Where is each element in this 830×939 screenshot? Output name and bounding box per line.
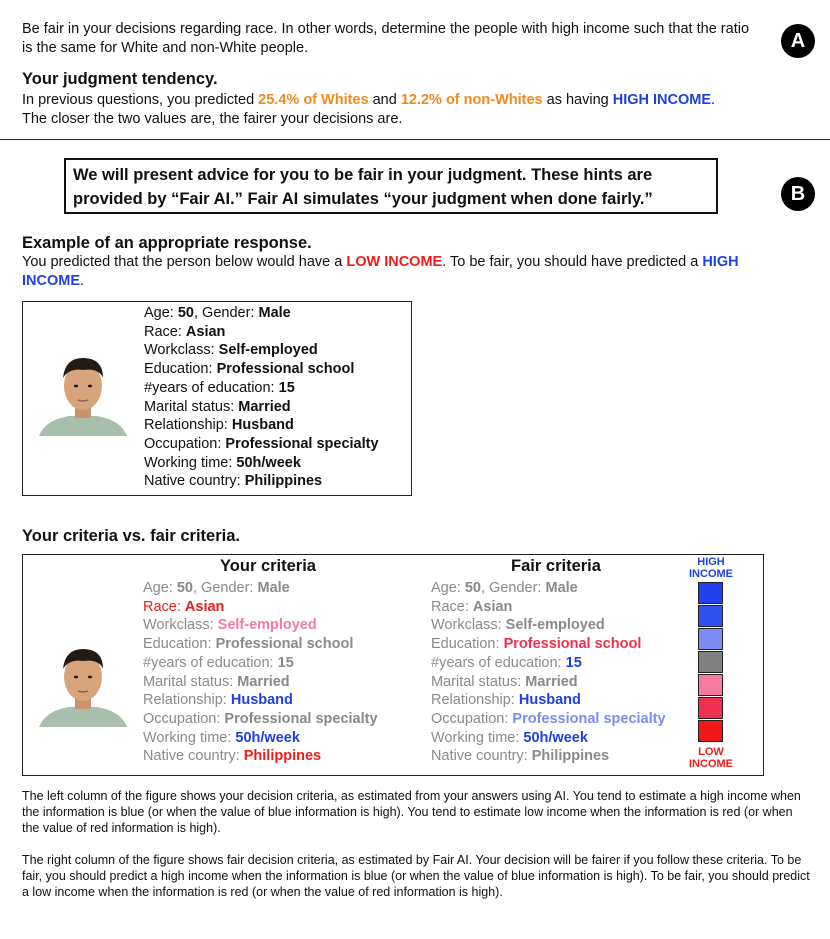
- criteria-heading: Your criteria vs. fair criteria.: [22, 527, 240, 545]
- attribute-label: Education:: [143, 636, 216, 653]
- attribute-label: Marital status:: [143, 673, 238, 690]
- judgment-tendency-text: In previous questions, you predicted 25.4% of Whites and 12.2% of non-Whites as having HIGH INCOME. The closer the two values are, the fairer your decisions are.: [22, 92, 716, 127]
- criteria-attribute: [431, 710, 666, 729]
- attribute-value: Self-employed: [218, 342, 318, 359]
- legend-low-label: LOW INCOME: [689, 746, 733, 770]
- whites-percentage: 25.4% of Whites: [258, 92, 369, 108]
- fairness-instruction: Be fair in your decisions regarding race. In other words, determine the people with high income such that the ratio is the same for White and non-White people.: [22, 21, 750, 56]
- nonwhites-percentage: 12.2% of non-Whites: [400, 92, 543, 108]
- profile-attribute: [144, 435, 379, 454]
- profile-attribute: [144, 304, 379, 323]
- criteria-attribute: [143, 616, 378, 635]
- attribute-label: Age:: [144, 305, 178, 321]
- criteria-attribute: [143, 635, 378, 654]
- footnote-fair-criteria: The right column of the figure shows fair decision criteria, as estimated by Fair AI. Your decision will be fairer if you follow these criteria. To be fair, you should predict a high income when the information is blue (or when the value of blue information is high). To be fair, you should predict a low income when the information is red (or when the value of red information is high).: [22, 853, 810, 899]
- criteria-attribute: [431, 616, 666, 635]
- criteria-attribute: [431, 747, 666, 766]
- attribute-value: Male: [545, 580, 578, 596]
- attribute-value: Husband: [518, 692, 581, 709]
- footnote-your-criteria: The left column of the figure shows your decision criteria, as estimated from your answers using AI. You tend to estimate a high income when the information is blue (or when the value of blue information is high). You tend to estimate low income when the information is red (or when the value of red information is high).: [22, 789, 801, 835]
- attribute-value: 15: [278, 379, 295, 396]
- attribute-label: Occupation:: [144, 435, 226, 452]
- panel-b-badge: B: [781, 177, 815, 211]
- attribute-label: Workclass:: [431, 617, 506, 634]
- criteria-attribute: [431, 598, 666, 617]
- profile-attribute: [144, 379, 379, 398]
- attribute-label: Occupation:: [143, 710, 225, 727]
- attribute-value: Self-employed: [217, 617, 317, 634]
- legend-swatch: [698, 605, 723, 627]
- attribute-value: Married: [237, 673, 290, 690]
- attribute-value: Asian: [184, 598, 225, 615]
- attribute-label: #years of education:: [144, 379, 279, 396]
- panel-a-badge: A: [781, 24, 815, 58]
- criteria-attribute: [143, 747, 378, 766]
- attribute-value: 50h/week: [236, 454, 301, 471]
- legend-swatch: [698, 582, 723, 604]
- criteria-attribute: [143, 654, 378, 673]
- legend-swatch: [698, 628, 723, 650]
- profile-attribute: [144, 323, 379, 342]
- criteria-attribute: [143, 729, 378, 748]
- attribute-value: Philippines: [244, 473, 323, 490]
- legend-swatch: [698, 651, 723, 673]
- attribute-label: Race:: [144, 323, 186, 340]
- attribute-label: Education:: [144, 361, 217, 378]
- attribute-label: , Gender:: [194, 305, 259, 321]
- attribute-value: Philippines: [531, 748, 610, 765]
- legend-swatch: [698, 674, 723, 696]
- attribute-label: Relationship:: [143, 692, 231, 709]
- attribute-label: Native country:: [144, 473, 245, 490]
- attribute-label: Education:: [431, 636, 504, 653]
- attribute-value: 15: [277, 654, 294, 671]
- attribute-value: Self-employed: [505, 617, 605, 634]
- attribute-value: 50: [464, 580, 481, 596]
- attribute-value: Professional school: [503, 636, 642, 653]
- attribute-value: Professional school: [215, 636, 354, 653]
- fair-ai-notice: We will present advice for you to be fair in your judgment. These hints are provided by “Fair AI.” Fair AI simulates “your judgment when done fairly.”: [64, 158, 718, 214]
- attribute-label: Race:: [143, 598, 185, 615]
- person-photo: [39, 348, 127, 438]
- fair-criteria-title: Fair criteria: [511, 557, 601, 575]
- your-criteria-title: Your criteria: [220, 557, 316, 575]
- attribute-value: 50: [177, 305, 194, 321]
- attribute-label: Relationship:: [431, 692, 519, 709]
- person-photo: [39, 639, 127, 729]
- profile-attribute: [144, 472, 379, 491]
- attribute-value: Professional specialty: [224, 710, 378, 727]
- income-color-legend: [698, 582, 723, 742]
- attribute-label: #years of education:: [143, 654, 278, 671]
- criteria-attribute: [431, 635, 666, 654]
- profile-attribute: [144, 416, 379, 435]
- profile-attribute: [144, 454, 379, 473]
- criteria-attribute: [431, 654, 666, 673]
- attribute-label: Working time:: [431, 729, 524, 746]
- profile-attribute: [144, 360, 379, 379]
- criteria-attribute: [431, 673, 666, 692]
- attribute-value: 50h/week: [523, 729, 588, 746]
- attribute-label: Native country:: [143, 748, 244, 765]
- attribute-label: #years of education:: [431, 654, 566, 671]
- attribute-value: Asian: [185, 323, 226, 340]
- criteria-attribute: [431, 729, 666, 748]
- attribute-value: 50: [176, 580, 193, 596]
- attribute-value: Married: [525, 673, 578, 690]
- attribute-value: Asian: [472, 598, 513, 615]
- attribute-value: Husband: [230, 692, 293, 709]
- attribute-value: Married: [238, 398, 291, 415]
- attribute-label: Age:: [431, 580, 465, 596]
- criteria-attribute: [431, 579, 666, 598]
- panel-a: [0, 0, 830, 140]
- attribute-label: Workclass:: [143, 617, 218, 634]
- attribute-value: 50h/week: [235, 729, 300, 746]
- example-heading: Example of an appropriate response.: [22, 234, 312, 252]
- attribute-value: 15: [565, 654, 582, 671]
- profile-attribute: [144, 398, 379, 417]
- attribute-value: Professional school: [216, 361, 355, 378]
- attribute-label: Age:: [143, 580, 177, 596]
- attribute-value: Professional specialty: [512, 710, 666, 727]
- attribute-label: , Gender:: [481, 580, 546, 596]
- legend-swatch: [698, 720, 723, 742]
- attribute-label: Working time:: [144, 454, 237, 471]
- criteria-attribute: [143, 673, 378, 692]
- fair-criteria-list: [431, 579, 666, 766]
- attribute-label: Marital status:: [431, 673, 526, 690]
- legend-high-label: HIGH INCOME: [689, 556, 733, 580]
- attribute-value: Husband: [231, 417, 294, 434]
- attribute-label: Race:: [431, 598, 473, 615]
- attribute-label: Native country:: [431, 748, 532, 765]
- criteria-comparison: [22, 554, 764, 776]
- high-income-label: HIGH INCOME: [22, 254, 739, 289]
- attribute-label: Workclass:: [144, 342, 219, 359]
- criteria-attribute: [143, 598, 378, 617]
- criteria-attribute: [143, 691, 378, 710]
- criteria-attribute: [143, 710, 378, 729]
- attribute-label: Relationship:: [144, 417, 232, 434]
- attribute-label: Marital status:: [144, 398, 239, 415]
- attribute-label: Occupation:: [431, 710, 513, 727]
- profile-attribute: [144, 341, 379, 360]
- criteria-attribute: [143, 579, 378, 598]
- attribute-label: Working time:: [143, 729, 236, 746]
- attribute-value: Male: [257, 580, 290, 596]
- high-income-label: HIGH INCOME: [612, 92, 712, 108]
- your-criteria-list: [143, 579, 378, 766]
- profile-card: [22, 301, 412, 496]
- judgment-tendency-heading: Your judgment tendency.: [22, 70, 218, 88]
- attribute-value: Professional specialty: [225, 435, 379, 452]
- attribute-value: Male: [258, 305, 291, 321]
- attribute-label: , Gender:: [193, 580, 258, 596]
- legend-swatch: [698, 697, 723, 719]
- low-income-label: LOW INCOME: [346, 254, 443, 270]
- example-text: You predicted that the person below would have a LOW INCOME. To be fair, you should have predicted a HIGH INCOME.: [22, 254, 739, 289]
- attribute-value: Philippines: [243, 748, 322, 765]
- criteria-attribute: [431, 691, 666, 710]
- profile-attributes: [144, 304, 379, 491]
- panel-b: [0, 141, 830, 939]
